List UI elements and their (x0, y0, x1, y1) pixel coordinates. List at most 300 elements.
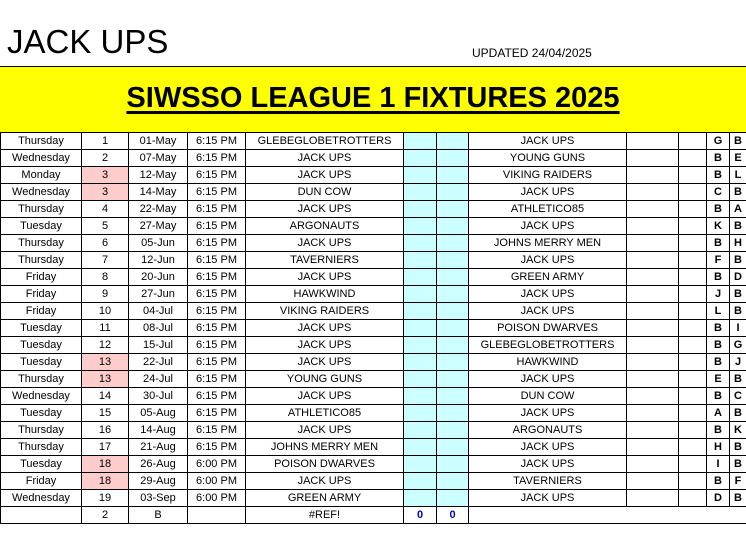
fixture-score-home (404, 320, 437, 337)
fixture-score-home (404, 303, 437, 320)
fixture-blank (679, 184, 707, 201)
fixture-day: Tuesday (1, 218, 82, 235)
fixture-date: 30-Jul (129, 388, 188, 405)
fixture-date: 22-May (129, 201, 188, 218)
fixture-row (1, 269, 746, 286)
fixture-code-2: B (730, 371, 746, 388)
fixture-code-2: B (730, 456, 746, 473)
totals-home: #REF! (246, 507, 404, 524)
fixture-week: 8 (82, 269, 129, 286)
totals-week: 2 (82, 507, 129, 524)
fixture-day: Thursday (1, 371, 82, 388)
fixture-day: Tuesday (1, 320, 82, 337)
fixture-home-team: GREEN ARMY (246, 490, 404, 507)
fixture-code-1: B (707, 422, 730, 439)
fixture-code-1: B (707, 269, 730, 286)
fixture-code-2: H (730, 235, 746, 252)
fixture-blank (679, 201, 707, 218)
fixture-home-team: JACK UPS (246, 422, 404, 439)
fixture-week: 1 (82, 133, 129, 150)
fixture-code-2: B (730, 439, 746, 456)
fixture-time: 6:15 PM (188, 133, 246, 150)
fixture-code-1: C (707, 184, 730, 201)
fixture-time: 6:15 PM (188, 388, 246, 405)
fixture-code-1: K (707, 218, 730, 235)
fixture-date: 26-Aug (129, 456, 188, 473)
fixture-score-away (437, 201, 469, 218)
fixture-home-team: VIKING RAIDERS (246, 303, 404, 320)
fixture-code-1: B (707, 201, 730, 218)
page-title: SIWSSO LEAGUE 1 FIXTURES 2025 (126, 82, 620, 114)
fixture-day: Friday (1, 473, 82, 490)
fixture-row (1, 371, 746, 388)
fixture-code-2: B (730, 252, 746, 269)
fixture-away-team: JACK UPS (469, 490, 627, 507)
fixture-week: 4 (82, 201, 129, 218)
fixture-home-team: JACK UPS (246, 235, 404, 252)
fixture-row (1, 422, 746, 439)
fixture-score-home (404, 252, 437, 269)
fixture-date: 08-Jul (129, 320, 188, 337)
fixture-blank (679, 371, 707, 388)
fixture-away-team: ATHLETICO85 (469, 201, 627, 218)
fixture-home-team: TAVERNIERS (246, 252, 404, 269)
fixture-row (1, 167, 746, 184)
fixture-score-away (437, 422, 469, 439)
totals-date: B (129, 507, 188, 524)
fixture-score-home (404, 490, 437, 507)
totals-blank (627, 507, 679, 524)
fixture-home-team: JACK UPS (246, 337, 404, 354)
fixture-time: 6:15 PM (188, 303, 246, 320)
fixture-home-team: JACK UPS (246, 388, 404, 405)
fixture-code-1: B (707, 150, 730, 167)
fixture-code-1: J (707, 286, 730, 303)
fixture-day: Wednesday (1, 150, 82, 167)
fixture-week: 9 (82, 286, 129, 303)
fixture-week: 10 (82, 303, 129, 320)
fixture-blank (627, 473, 679, 490)
fixture-row (1, 473, 746, 490)
totals-blank (730, 507, 746, 524)
fixture-away-team: JACK UPS (469, 303, 627, 320)
fixture-blank (679, 473, 707, 490)
fixture-date: 20-Jun (129, 269, 188, 286)
fixture-week: 13 (82, 354, 129, 371)
fixture-code-1: D (707, 490, 730, 507)
fixture-blank (627, 269, 679, 286)
fixture-blank (679, 303, 707, 320)
fixture-week: 5 (82, 218, 129, 235)
fixture-day: Friday (1, 286, 82, 303)
fixture-blank (627, 167, 679, 184)
fixture-home-team: YOUNG GUNS (246, 371, 404, 388)
fixture-blank (627, 337, 679, 354)
fixture-time: 6:00 PM (188, 473, 246, 490)
fixture-code-2: J (730, 354, 746, 371)
fixture-code-2: K (730, 422, 746, 439)
fixture-day: Monday (1, 167, 82, 184)
fixture-date: 05-Aug (129, 405, 188, 422)
fixture-blank (627, 235, 679, 252)
totals-blank (469, 507, 627, 524)
fixture-time: 6:00 PM (188, 490, 246, 507)
fixture-time: 6:15 PM (188, 252, 246, 269)
fixture-code-1: B (707, 388, 730, 405)
fixture-away-team: YOUNG GUNS (469, 150, 627, 167)
fixture-blank (679, 133, 707, 150)
fixture-score-home (404, 422, 437, 439)
fixture-week: 2 (82, 150, 129, 167)
fixture-day: Tuesday (1, 405, 82, 422)
team-name: JACK UPS (7, 23, 169, 60)
fixture-score-home (404, 286, 437, 303)
fixture-date: 15-Jul (129, 337, 188, 354)
fixture-away-team: JACK UPS (469, 286, 627, 303)
fixture-away-team: GLEBEGLOBETROTTERS (469, 337, 627, 354)
fixture-row (1, 150, 746, 167)
fixture-day: Thursday (1, 252, 82, 269)
fixture-home-team: JACK UPS (246, 473, 404, 490)
fixture-code-2: B (730, 184, 746, 201)
fixture-date: 05-Jun (129, 235, 188, 252)
fixture-code-2: L (730, 167, 746, 184)
fixture-code-1: B (707, 235, 730, 252)
fixture-time: 6:15 PM (188, 269, 246, 286)
fixture-week: 17 (82, 439, 129, 456)
fixture-score-home (404, 456, 437, 473)
fixture-score-away (437, 218, 469, 235)
fixture-blank (679, 405, 707, 422)
fixture-blank (627, 354, 679, 371)
title-banner (0, 66, 746, 132)
fixture-blank (627, 405, 679, 422)
fixture-code-1: G (707, 133, 730, 150)
fixture-day: Tuesday (1, 456, 82, 473)
fixture-away-team: JACK UPS (469, 405, 627, 422)
fixture-blank (679, 269, 707, 286)
fixture-away-team: JACK UPS (469, 252, 627, 269)
fixture-score-home (404, 218, 437, 235)
fixture-score-away (437, 133, 469, 150)
fixture-row (1, 354, 746, 371)
fixture-blank (679, 388, 707, 405)
fixture-day: Tuesday (1, 337, 82, 354)
fixture-score-away (437, 184, 469, 201)
fixture-row (1, 490, 746, 507)
fixture-home-team: POISON DWARVES (246, 456, 404, 473)
fixture-blank (679, 456, 707, 473)
fixture-blank (679, 150, 707, 167)
fixture-score-home (404, 184, 437, 201)
fixture-row (1, 184, 746, 201)
fixture-score-home (404, 133, 437, 150)
fixture-blank (627, 422, 679, 439)
fixture-week: 3 (82, 184, 129, 201)
fixture-score-away (437, 150, 469, 167)
fixture-score-home (404, 388, 437, 405)
fixture-score-home (404, 150, 437, 167)
fixture-score-home (404, 371, 437, 388)
fixture-score-away (437, 439, 469, 456)
fixture-away-team: GREEN ARMY (469, 269, 627, 286)
fixture-blank (679, 490, 707, 507)
fixture-date: 12-May (129, 167, 188, 184)
fixture-blank (627, 150, 679, 167)
fixture-time: 6:15 PM (188, 439, 246, 456)
fixture-score-away (437, 286, 469, 303)
fixture-score-home (404, 337, 437, 354)
fixture-blank (679, 218, 707, 235)
fixture-row (1, 201, 746, 218)
fixture-code-2: F (730, 473, 746, 490)
fixture-code-2: C (730, 388, 746, 405)
fixture-code-1: H (707, 439, 730, 456)
fixture-blank (679, 286, 707, 303)
fixture-blank (679, 167, 707, 184)
fixture-score-away (437, 371, 469, 388)
fixture-blank (627, 490, 679, 507)
fixture-score-home (404, 439, 437, 456)
fixture-code-2: B (730, 133, 746, 150)
fixture-day: Thursday (1, 201, 82, 218)
fixture-score-away (437, 490, 469, 507)
fixture-score-away (437, 320, 469, 337)
fixture-blank (627, 371, 679, 388)
fixture-date: 21-Aug (129, 439, 188, 456)
fixture-row (1, 320, 746, 337)
fixture-score-home (404, 167, 437, 184)
fixture-row (1, 456, 746, 473)
fixture-score-away (437, 167, 469, 184)
fixture-away-team: HAWKWIND (469, 354, 627, 371)
fixture-row (1, 235, 746, 252)
fixture-blank (679, 422, 707, 439)
fixture-day: Friday (1, 303, 82, 320)
fixture-date: 24-Jul (129, 371, 188, 388)
fixture-date: 29-Aug (129, 473, 188, 490)
fixture-home-team: JACK UPS (246, 320, 404, 337)
fixture-blank (679, 320, 707, 337)
fixture-time: 6:15 PM (188, 320, 246, 337)
fixture-time: 6:15 PM (188, 201, 246, 218)
fixture-week: 12 (82, 337, 129, 354)
fixture-date: 27-Jun (129, 286, 188, 303)
fixture-time: 6:15 PM (188, 371, 246, 388)
fixture-date: 27-May (129, 218, 188, 235)
fixture-date: 14-May (129, 184, 188, 201)
fixture-away-team: DUN COW (469, 388, 627, 405)
fixture-week: 18 (82, 456, 129, 473)
fixture-blank (627, 218, 679, 235)
fixture-time: 6:00 PM (188, 456, 246, 473)
fixture-away-team: JACK UPS (469, 184, 627, 201)
fixture-blank (679, 252, 707, 269)
totals-day (1, 507, 82, 524)
fixture-day: Wednesday (1, 490, 82, 507)
fixture-week: 14 (82, 388, 129, 405)
fixture-code-2: E (730, 150, 746, 167)
fixture-home-team: HAWKWIND (246, 286, 404, 303)
fixture-date: 22-Jul (129, 354, 188, 371)
fixture-code-1: I (707, 456, 730, 473)
fixture-home-team: GLEBEGLOBETROTTERS (246, 133, 404, 150)
fixture-time: 6:15 PM (188, 218, 246, 235)
fixture-row (1, 218, 746, 235)
fixture-time: 6:15 PM (188, 167, 246, 184)
fixture-week: 18 (82, 473, 129, 490)
totals-row (1, 507, 746, 524)
fixture-score-home (404, 269, 437, 286)
fixture-week: 19 (82, 490, 129, 507)
fixture-away-team: JACK UPS (469, 439, 627, 456)
fixture-day: Thursday (1, 133, 82, 150)
fixture-code-2: B (730, 303, 746, 320)
fixture-code-1: B (707, 337, 730, 354)
fixture-week: 3 (82, 167, 129, 184)
fixture-away-team: JACK UPS (469, 371, 627, 388)
fixture-score-away (437, 252, 469, 269)
fixture-row (1, 133, 746, 150)
fixture-code-1: B (707, 320, 730, 337)
fixture-code-2: I (730, 320, 746, 337)
totals-time (188, 507, 246, 524)
fixture-blank (627, 388, 679, 405)
fixture-home-team: JACK UPS (246, 269, 404, 286)
fixture-away-team: JOHNS MERRY MEN (469, 235, 627, 252)
fixture-week: 11 (82, 320, 129, 337)
fixture-row (1, 388, 746, 405)
fixture-away-team: VIKING RAIDERS (469, 167, 627, 184)
fixture-week: 6 (82, 235, 129, 252)
fixture-code-1: A (707, 405, 730, 422)
fixture-blank (627, 184, 679, 201)
fixture-day: Thursday (1, 422, 82, 439)
fixture-day: Thursday (1, 439, 82, 456)
fixture-score-home (404, 235, 437, 252)
fixture-code-2: A (730, 201, 746, 218)
fixture-score-away (437, 337, 469, 354)
totals-blank (679, 507, 707, 524)
fixture-code-1: B (707, 167, 730, 184)
fixture-score-home (404, 405, 437, 422)
fixture-home-team: ATHLETICO85 (246, 405, 404, 422)
fixture-date: 04-Jul (129, 303, 188, 320)
fixtures-table (0, 132, 746, 524)
fixture-blank (627, 439, 679, 456)
fixture-blank (627, 320, 679, 337)
fixture-blank (679, 337, 707, 354)
fixture-blank (627, 133, 679, 150)
fixture-score-away (437, 388, 469, 405)
fixture-score-away (437, 456, 469, 473)
fixture-week: 16 (82, 422, 129, 439)
fixture-date: 07-May (129, 150, 188, 167)
fixture-score-home (404, 473, 437, 490)
fixture-day: Thursday (1, 235, 82, 252)
fixture-time: 6:15 PM (188, 405, 246, 422)
totals-blank (707, 507, 730, 524)
totals-score-away: 0 (437, 507, 469, 524)
fixture-blank (627, 456, 679, 473)
fixture-home-team: DUN COW (246, 184, 404, 201)
fixture-away-team: JACK UPS (469, 218, 627, 235)
fixture-blank (627, 201, 679, 218)
fixture-row (1, 252, 746, 269)
fixture-score-away (437, 473, 469, 490)
fixture-code-2: B (730, 286, 746, 303)
fixture-score-home (404, 354, 437, 371)
fixture-home-team: JACK UPS (246, 150, 404, 167)
fixture-score-away (437, 269, 469, 286)
fixture-date: 01-May (129, 133, 188, 150)
fixture-row (1, 405, 746, 422)
fixture-week: 7 (82, 252, 129, 269)
fixture-away-team: POISON DWARVES (469, 320, 627, 337)
fixture-time: 6:15 PM (188, 286, 246, 303)
fixture-week: 15 (82, 405, 129, 422)
fixture-rows (1, 133, 746, 507)
fixture-blank (679, 354, 707, 371)
fixture-day: Tuesday (1, 354, 82, 371)
fixture-blank (679, 439, 707, 456)
fixture-code-2: G (730, 337, 746, 354)
fixture-blank (627, 303, 679, 320)
fixture-code-2: B (730, 490, 746, 507)
fixture-time: 6:15 PM (188, 337, 246, 354)
fixture-week: 13 (82, 371, 129, 388)
fixture-home-team: JOHNS MERRY MEN (246, 439, 404, 456)
fixture-code-2: B (730, 218, 746, 235)
fixture-row (1, 286, 746, 303)
fixture-time: 6:15 PM (188, 150, 246, 167)
fixture-score-away (437, 303, 469, 320)
fixture-code-1: B (707, 354, 730, 371)
fixture-code-1: E (707, 371, 730, 388)
fixture-score-away (437, 235, 469, 252)
fixture-away-team: JACK UPS (469, 456, 627, 473)
fixture-row (1, 439, 746, 456)
fixture-row (1, 337, 746, 354)
fixture-row (1, 303, 746, 320)
fixture-day: Wednesday (1, 388, 82, 405)
fixture-blank (679, 235, 707, 252)
fixture-code-1: B (707, 473, 730, 490)
fixture-home-team: JACK UPS (246, 167, 404, 184)
fixture-home-team: JACK UPS (246, 354, 404, 371)
fixture-code-2: D (730, 269, 746, 286)
fixture-date: 14-Aug (129, 422, 188, 439)
fixture-date: 12-Jun (129, 252, 188, 269)
fixture-date: 03-Sep (129, 490, 188, 507)
fixture-time: 6:15 PM (188, 184, 246, 201)
fixture-blank (627, 286, 679, 303)
fixture-home-team: JACK UPS (246, 201, 404, 218)
totals-score-home: 0 (404, 507, 437, 524)
fixture-day: Friday (1, 269, 82, 286)
fixture-code-1: F (707, 252, 730, 269)
fixture-blank (627, 252, 679, 269)
fixture-score-away (437, 405, 469, 422)
fixture-code-2: B (730, 405, 746, 422)
updated-date: UPDATED 24/04/2025 (472, 46, 592, 60)
fixture-home-team: ARGONAUTS (246, 218, 404, 235)
fixture-code-1: L (707, 303, 730, 320)
fixture-time: 6:15 PM (188, 354, 246, 371)
fixture-score-home (404, 201, 437, 218)
fixture-time: 6:15 PM (188, 235, 246, 252)
fixture-away-team: JACK UPS (469, 133, 627, 150)
